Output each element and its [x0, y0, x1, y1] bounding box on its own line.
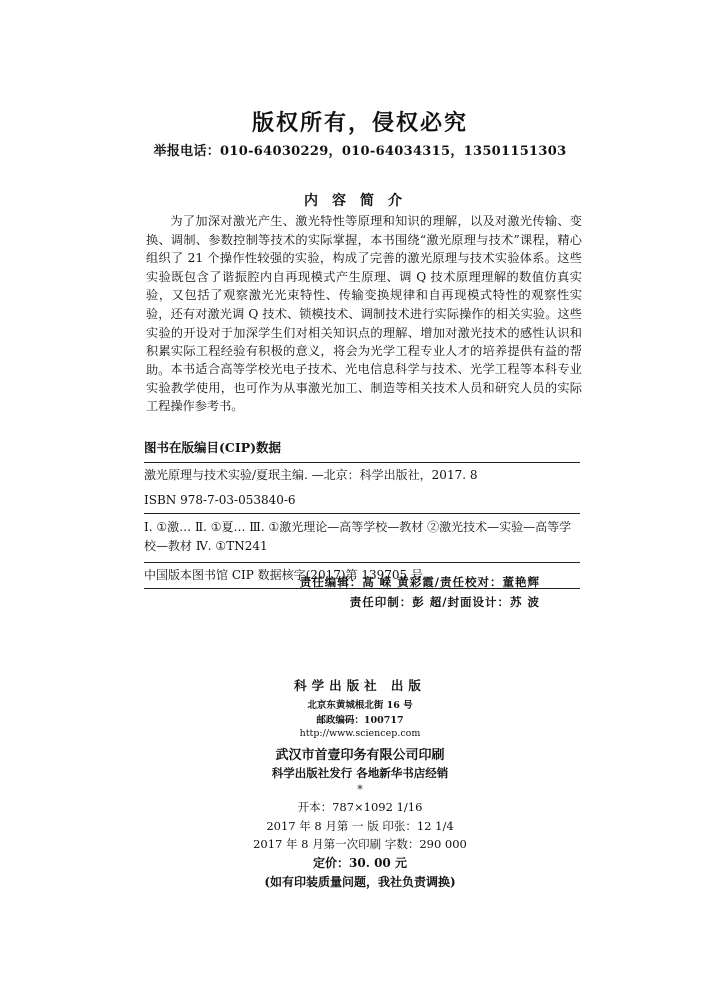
cip-isbn: ISBN 978-7-03-053840-6	[144, 493, 296, 507]
report-phone: 举报电话：010-64030229，010-64034315，13501151303	[153, 144, 567, 159]
cip-title: 图书在版编目(CIP)数据	[144, 440, 282, 455]
cip-data-block	[144, 434, 580, 589]
copyright-title: 版权所有，侵权必究	[251, 110, 468, 136]
postcode: 邮政编码：100717	[316, 715, 404, 726]
publisher-address: 北京东黄城根北街 16 号	[307, 700, 413, 711]
edition-info: 2017 年 8 月第 一 版 印张：12 1/4	[266, 819, 454, 833]
separator-star: *	[357, 783, 363, 796]
distribution: 科学出版社发行 各地新华书店经销	[271, 766, 449, 780]
credits-printing-design: 责任印制：彭 超/封面设计：苏 波	[349, 595, 540, 609]
cip-book-line: 激光原理与技术实验/夏珉主编. —北京：科学出版社，2017. 8	[144, 468, 478, 482]
website: http://www.sciencep.com	[299, 728, 421, 739]
printing-info: 2017 年 8 月第一次印刷 字数：290 000	[253, 837, 467, 851]
price: 定价：30. 00 元	[313, 856, 407, 870]
quality-notice: (如有印装质量问题，我社负责调换)	[264, 875, 456, 889]
summary-heading: 内容简介	[304, 193, 416, 209]
summary-paragraph-2: 本书适合高等学校光电子技术、光电信息科学与技术、光学工程等本科专业实验教学使用，也可作为从事激光加工、制造等相关技术人员和研究人员的实际工程操作参考书。	[146, 362, 582, 414]
summary-paragraph-1: 为了加深对激光产生、激光特性等原理和知识的理解，以及对激光传输、变换、调制、参数控制等技术的实际掌握，本书围绕“激光原理与技术”课程，精心组织了 21 个操作性较强的实验，构成了完善的激光原理与技术实验体系。这些实验既包含了谐振腔内自再现模式产生原理、调 Q 技术原理理解的数值仿真实验，又包括了观察激光光束特性、传输变换规律和自再现模式特性的观察性实验，还有对激光调 Q 技术、锁模技术、调制技术进行实际操作的相关实验。这些实验的开设对于加深学生们对相关知识点的理解、增加对激光技术的感性认识和积累实际工程经验有积极的意义，将会为光学工程专业人才的培养提供有益的帮助。	[146, 214, 582, 377]
credits-editors: 责任编辑：高 嵘 黄彩霞/责任校对：董艳辉	[299, 575, 540, 589]
format-info: 开本：787×1092 1/16	[297, 800, 423, 814]
cip-core-number: 中国版本图书馆 CIP 数据核字(2017)第 139705 号	[144, 568, 423, 582]
printer: 武汉市首壹印务有限公司印刷	[275, 748, 445, 763]
publisher-name: 科学出版社 出版	[294, 678, 426, 693]
cip-classification: Ⅰ. ①激… Ⅱ. ①夏… Ⅲ. ①激光理论—高等学校—教材 ②激光技术—实验—高等学校—教材 Ⅳ. ①TN241	[144, 520, 572, 553]
